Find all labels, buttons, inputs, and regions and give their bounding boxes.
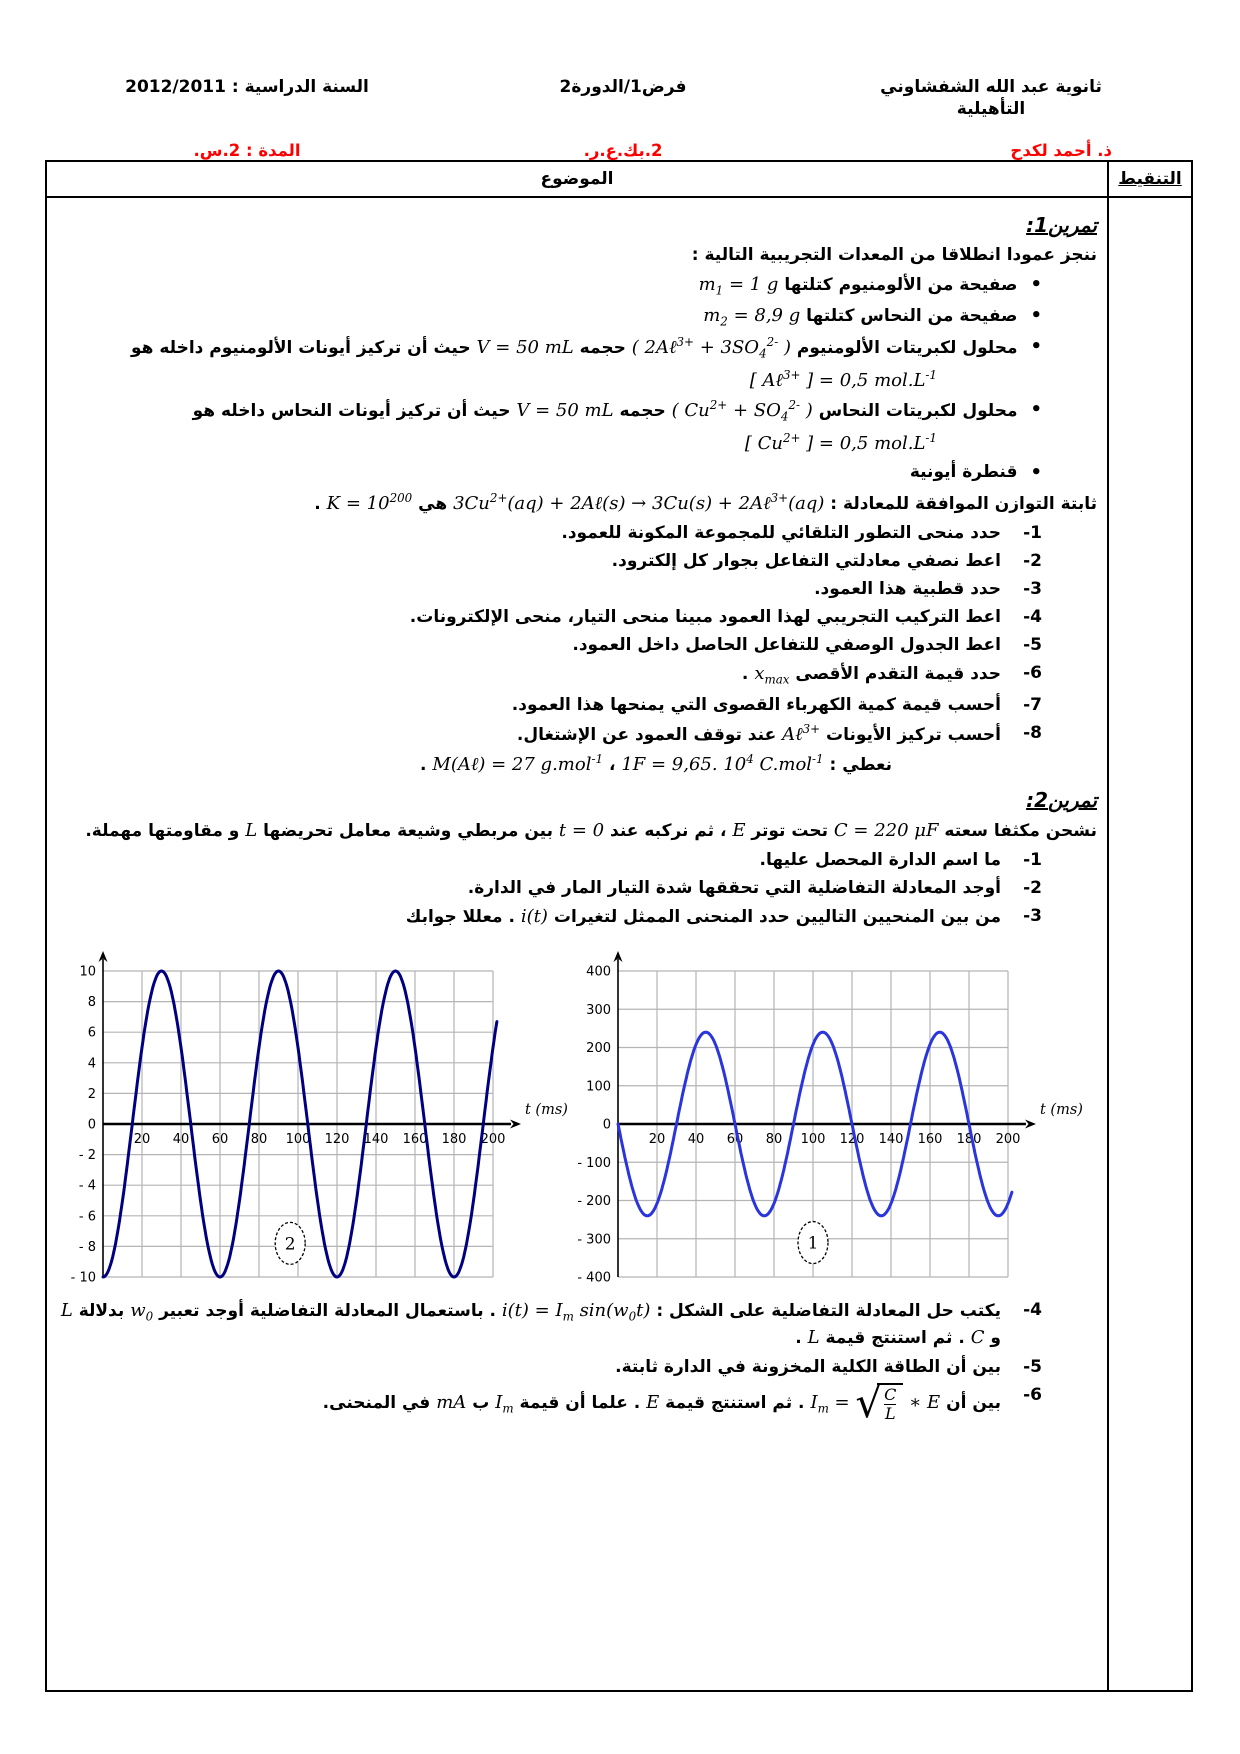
x-tick-label: 200	[995, 1131, 1021, 1147]
x-tick-label: 60	[211, 1131, 229, 1147]
y-tick-label: 400	[586, 964, 611, 980]
bullet-icon: •	[1030, 273, 1042, 295]
y-tick-label: 200	[586, 1040, 611, 1056]
content-bullet	[53, 460, 1097, 486]
content-numbered	[53, 693, 1097, 717]
teacher-name: ذ. أحمد لكدح	[1010, 141, 1112, 160]
math-expression: i(t)	[520, 906, 548, 927]
x-tick-label: 20	[648, 1131, 666, 1147]
arabic-text: اعط نصفي معادلتي التفاعل بجوار كل إلكترود.	[611, 550, 1001, 571]
content-para	[53, 243, 1097, 267]
content-heading	[53, 211, 1097, 239]
arabic-text: حجمه	[613, 401, 672, 422]
arabic-text: في المنحنى.	[322, 1392, 437, 1413]
arabic-text: اعط التركيب التجريبي لهذا العمود مبينا منحى التيار، منحى الإلكترونات.	[409, 606, 1001, 627]
x-tick-label: 80	[250, 1131, 268, 1147]
x-tick-label: 200	[480, 1131, 506, 1147]
header-school-block	[870, 76, 1112, 160]
bullet-text	[703, 303, 1017, 330]
item-number: 1-	[1023, 849, 1042, 870]
exam-content-top	[53, 211, 1097, 930]
school-name-line1: ثانوية عبد الله الشفشاوني	[880, 77, 1102, 97]
arabic-text: ب	[466, 1392, 496, 1413]
x-tick-label: 20	[133, 1131, 151, 1147]
arabic-text: عند توقف العمود عن الإشتغال.	[516, 724, 783, 745]
x-axis-arrow	[510, 1119, 521, 1128]
curve-badge-number: 1	[807, 1233, 819, 1254]
arabic-text: نعطي :	[823, 755, 892, 776]
content-para	[53, 818, 1097, 844]
arabic-text: .	[795, 1328, 808, 1348]
arabic-text: حيث أن تركيز أيونات الألومنيوم داخله هو	[130, 338, 477, 359]
subject-cell	[47, 198, 1107, 1690]
arabic-text: بين أن الطاقة الكلية المخزونة في الدارة ثابتة.	[615, 1356, 1001, 1377]
content-numbered	[53, 521, 1097, 545]
y-tick-label: - 400	[577, 1270, 611, 1286]
y-tick-label: - 300	[577, 1231, 611, 1247]
arabic-text: نشحن مكثفا سعته	[938, 821, 1097, 842]
math-expression: mA	[436, 1391, 467, 1413]
item-number: 3-	[1023, 578, 1042, 599]
item-text	[406, 904, 1001, 930]
item-number: 2-	[1023, 550, 1042, 571]
chart-1-svg	[570, 938, 1085, 1290]
y-tick-label: - 4	[78, 1178, 96, 1194]
x-tick-label: 160	[917, 1131, 943, 1147]
math-expression: C = 220 μF	[833, 820, 939, 842]
math-expression: [ Aℓ$^{3+}$ ] = 0,5 $mol.L^{-1}$	[749, 367, 937, 391]
x-tick-label: 140	[878, 1131, 904, 1147]
arabic-text: .	[314, 493, 327, 514]
content-numbered	[53, 1355, 1097, 1379]
math-expression: 1F = 9,65. $10^4$ C.mol$^{-1}$	[621, 752, 824, 776]
math-expression: $x_{max}$	[754, 663, 790, 687]
x-tick-label: 180	[441, 1131, 467, 1147]
arabic-text: يكتب حل المعادلة التفاضلية على الشكل :	[650, 1300, 1001, 1321]
arabic-text: تمرين2:	[1026, 787, 1097, 812]
arabic-text: حدد منحى التطور التلقائي للمجموعة المكونة للعمود.	[561, 522, 1001, 543]
arabic-text: ، ثم نركبه عند	[604, 821, 733, 842]
sqrt-fraction: √ $\frac{C}{L}$	[855, 1383, 903, 1423]
y-tick-label: 4	[87, 1055, 96, 1071]
math-expression: E	[732, 820, 746, 842]
math-expression: ( $Cu^{2+} + SO_4^{2-}$ )	[671, 398, 813, 425]
content-numbered	[53, 1298, 1097, 1351]
exam-duration: المدة : 2.س.	[193, 141, 301, 160]
arabic-text: .	[420, 755, 433, 776]
curve-badge-number: 2	[284, 1233, 296, 1254]
math-expression: E	[646, 1391, 660, 1413]
arabic-text: اعط الجدول الوصفي للتفاعل الحاصل داخل العمود.	[572, 635, 1001, 656]
arabic-text: حدد قيمة التقدم الأقصى	[789, 664, 1001, 685]
header-exam-block	[376, 76, 870, 160]
math-expression: $w_0$	[130, 1299, 154, 1324]
item-text	[53, 1298, 1001, 1351]
item-text	[561, 521, 1001, 545]
item-text	[742, 661, 1001, 688]
item-text	[410, 605, 1001, 629]
arabic-text: . ثم استنتج قيمة	[819, 1328, 971, 1348]
y-tick-label: - 10	[70, 1270, 96, 1286]
arabic-text: . ثم استنتج قيمة	[659, 1392, 811, 1413]
arabic-text: ثابتة التوازن الموافقة للمعادلة :	[824, 493, 1097, 514]
content-numbered	[53, 661, 1097, 688]
arabic-text: محلول لكبريتات الألومنيوم	[790, 338, 1018, 359]
y-tick-label: 8	[87, 994, 96, 1010]
x-tick-label: 180	[956, 1131, 982, 1147]
content-formula	[53, 367, 1097, 394]
arabic-text: حدد قطبية هذا العمود.	[814, 578, 1001, 599]
exam-title: فرض1/الدورة2	[559, 77, 687, 97]
arabic-text: بدلالة	[72, 1300, 131, 1321]
x-tick-label: 40	[687, 1131, 705, 1147]
content-numbered	[53, 904, 1097, 930]
math-expression: L	[807, 1327, 820, 1348]
arabic-text: و	[984, 1328, 1001, 1348]
math-expression: $I_m$	[495, 1391, 514, 1416]
arabic-text: هي	[412, 493, 454, 514]
item-number: 6-	[1023, 1384, 1042, 1405]
arabic-text: أحسب قيمة كمية الكهرباء القصوى التي يمنحها هذا العمود.	[511, 694, 1001, 715]
arabic-text: . معللا جوابك	[405, 907, 521, 927]
math-expression: $m_2 = 8,9$ g	[703, 304, 801, 329]
y-tick-label: - 2	[78, 1147, 96, 1163]
item-text	[615, 1355, 1001, 1379]
item-number: 8-	[1023, 722, 1042, 743]
y-tick-label: 0	[87, 1117, 96, 1133]
bullet-text	[193, 397, 1018, 425]
math-expression: $K = 10^{200}$	[326, 490, 413, 514]
y-tick-label: 300	[586, 1002, 611, 1018]
x-axis-arrow	[1025, 1119, 1036, 1128]
school-name-line2: التأهيلية	[956, 99, 1026, 120]
item-text	[612, 549, 1001, 573]
arabic-text: .	[741, 664, 755, 685]
arabic-text: حيث أن تركيز أيونات النحاس داخله هو	[192, 401, 517, 422]
table-header-row	[47, 162, 1191, 198]
x-tick-label: 120	[839, 1131, 865, 1147]
math-expression: t = 0	[558, 820, 605, 842]
bullet-icon: •	[1030, 304, 1042, 326]
y-tick-label: 0	[602, 1117, 611, 1133]
y-tick-label: - 100	[577, 1155, 611, 1171]
arabic-text: ما اسم الدارة المحصل عليها.	[759, 849, 1001, 870]
arabic-text: بين مربطي وشيعة معامل تحريضها	[257, 821, 559, 842]
grading-column-header: التنقيط	[1107, 162, 1191, 196]
arabic-text: ننجز عمودا انطلاقا من المعدات التجريبية التالية :	[691, 245, 1097, 266]
content-heading	[53, 786, 1097, 814]
content-para	[53, 490, 1097, 517]
x-tick-label: 100	[800, 1131, 826, 1147]
content-formula	[53, 430, 1097, 457]
content-numbered	[53, 605, 1097, 629]
x-tick-label: 140	[363, 1131, 389, 1147]
math-expression: Aℓ$^{3+}$	[782, 721, 821, 745]
arabic-text: قنطرة أيونية	[909, 462, 1018, 483]
y-tick-label: - 200	[577, 1193, 611, 1209]
content-bullet	[53, 303, 1097, 330]
content-numbered	[53, 577, 1097, 601]
bullet-icon: •	[1030, 336, 1042, 358]
math-expression: L	[245, 820, 258, 842]
item-number: 7-	[1023, 694, 1042, 715]
x-tick-label: 60	[726, 1131, 744, 1147]
arabic-text: تحت توتر	[745, 821, 834, 842]
content-bullet	[53, 272, 1097, 299]
arabic-text: صفيحة من النحاس كتلتها	[800, 305, 1018, 326]
item-text	[760, 848, 1001, 872]
content-numbered	[53, 848, 1097, 872]
page-header	[118, 76, 1112, 160]
arabic-text: بين أن	[940, 1392, 1001, 1413]
arabic-text: أحسب تركيز الأيونات	[820, 724, 1001, 745]
exam-content-bottom	[53, 1298, 1097, 1427]
x-tick-label: 160	[402, 1131, 428, 1147]
bullet-text	[910, 460, 1018, 486]
bullet-icon: •	[1030, 399, 1042, 421]
x-tick-label: 40	[172, 1131, 190, 1147]
content-numbered	[53, 721, 1097, 748]
math-expression: ( 2Aℓ$^{3+}$ + $3SO_4^{2-}$ )	[631, 335, 791, 362]
arabic-text: صفيحة من الألومنيوم كتلتها	[778, 274, 1018, 295]
arabic-text: . علما أن قيمة	[513, 1392, 647, 1413]
bullet-text	[699, 272, 1018, 299]
x-tick-label: 120	[324, 1131, 350, 1147]
content-numbered	[53, 633, 1097, 657]
y-tick-label: 100	[586, 1078, 611, 1094]
item-text	[322, 1377, 1001, 1427]
x-tick-label: 80	[765, 1131, 783, 1147]
item-number: 2-	[1023, 877, 1042, 898]
content-numbered	[53, 1377, 1097, 1427]
math-expression: $I_m$ = √ $\frac{C}{L}$ ∗ E	[810, 1377, 941, 1427]
arabic-text: ،	[603, 755, 622, 776]
math-expression: V = 50 mL	[476, 337, 574, 359]
arabic-text: محلول لكبريتات النحاس	[812, 401, 1018, 422]
item-text	[512, 693, 1001, 717]
grading-cell	[1107, 198, 1191, 1690]
math-expression: C	[970, 1327, 985, 1348]
chart-figure-2	[55, 938, 570, 1294]
chart-2-svg	[55, 938, 570, 1290]
y-tick-label: 6	[87, 1025, 96, 1041]
content-numbered	[53, 876, 1097, 900]
item-text	[468, 876, 1001, 900]
arabic-text: من بين المنحيين التاليين حدد المنحنى الممثل لتغيرات	[547, 907, 1001, 927]
table-body-row	[47, 198, 1191, 1690]
subject-column-header: الموضوع	[540, 169, 614, 189]
math-expression: [ $Cu^{2+}$ ] = 0,5 $mol.L^{-1}$	[744, 430, 937, 454]
y-tick-label: - 8	[78, 1239, 96, 1255]
charts-row	[53, 938, 1097, 1294]
item-text	[517, 721, 1001, 748]
arabic-text: حجمه	[573, 338, 632, 359]
arabic-text: أوجد المعادلة التفاضلية التي تحققها شدة التيار المار في الدارة.	[467, 877, 1001, 898]
exam-table	[45, 160, 1193, 1692]
content-para	[53, 751, 1097, 778]
item-number: 6-	[1023, 663, 1042, 684]
item-text	[572, 633, 1001, 657]
school-year: السنة الدراسية : 2012/2011	[125, 77, 369, 97]
content-numbered	[53, 549, 1097, 573]
item-number: 4-	[1023, 1299, 1042, 1320]
bullet-text	[131, 334, 1018, 362]
chart-figure-1	[570, 938, 1085, 1294]
math-expression: M(Aℓ) = 27 g.mol$^{-1}$	[432, 752, 604, 776]
x-axis-label: t (ms)	[525, 1101, 568, 1118]
item-text	[814, 577, 1001, 601]
math-expression: V = 50 mL	[516, 400, 614, 422]
y-tick-label: 10	[79, 964, 96, 980]
item-number: 1-	[1023, 522, 1042, 543]
item-number: 5-	[1023, 635, 1042, 656]
header-year-block	[118, 76, 376, 160]
y-tick-label: 2	[87, 1086, 96, 1102]
bullet-icon: •	[1030, 462, 1042, 484]
math-expression: L	[60, 1299, 73, 1321]
x-axis-label: t (ms)	[1040, 1101, 1083, 1118]
arabic-text: . باستعمال المعادلة التفاضلية أوجد تعبير	[153, 1300, 502, 1321]
item-number: 5-	[1023, 1356, 1042, 1377]
math-expression: $i(t) = I_m$ $\sin(w_0t)$	[501, 1299, 651, 1324]
class-level: 2.بك.ع.ر.	[583, 141, 663, 160]
x-tick-label: 100	[285, 1131, 311, 1147]
content-bullet	[53, 334, 1097, 362]
math-expression: $m_1 = 1$ g	[698, 273, 779, 298]
item-number: 3-	[1023, 906, 1042, 926]
arabic-text: تمرين1:	[1026, 213, 1097, 237]
content-bullet	[53, 397, 1097, 425]
math-expression: $3Cu^{2+}(aq)$ + 2Aℓ(s) → 3Cu(s) + 2Aℓ$^{3+}$(aq)	[453, 490, 825, 514]
arabic-text: و مقاومتها مهملة.	[85, 821, 246, 842]
y-tick-label: - 6	[78, 1208, 96, 1224]
item-number: 4-	[1023, 606, 1042, 627]
